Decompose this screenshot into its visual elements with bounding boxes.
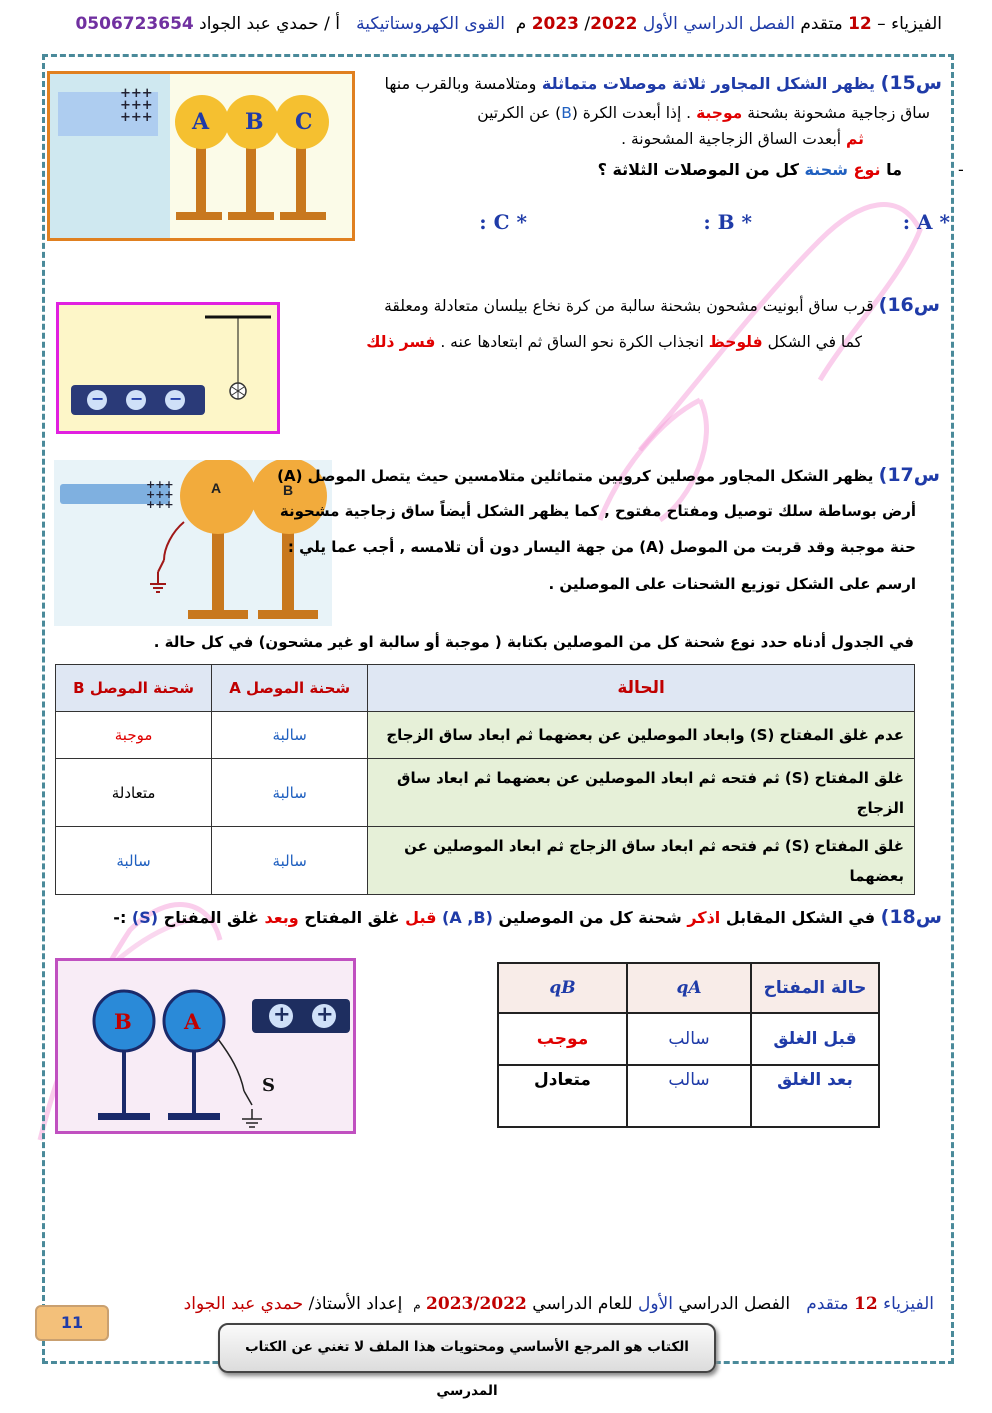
q17-number: س17) xyxy=(878,464,940,486)
q15-label-c: C xyxy=(295,109,313,135)
q16-line2-b: انجذاب الكرة نحو الساق ثم ابتعادها عنه . xyxy=(440,333,704,351)
q18-red1: اذكر xyxy=(687,908,721,927)
header-unit: القوى الكهروستاتيكية xyxy=(356,14,505,34)
q17-line1 xyxy=(277,464,940,486)
q15-plus-signs xyxy=(120,88,153,124)
plus-row-1: +++ xyxy=(120,86,153,101)
q18-line xyxy=(113,906,942,928)
q18-d: غلق المفتاح xyxy=(163,908,259,927)
footer-year-label: للعام الدراسي xyxy=(532,1294,633,1314)
q18-e: :- xyxy=(113,908,127,927)
q18-row2-state: بعد الغلق xyxy=(751,1065,879,1127)
q15-ask xyxy=(598,160,902,179)
minus-sign-2: − xyxy=(130,389,144,408)
table-row xyxy=(56,827,915,895)
q17-label-b: B xyxy=(283,482,294,498)
q15-line2-b: . إذا أبعدت الكرة ( xyxy=(571,104,692,122)
page-header xyxy=(75,14,942,34)
q15-ask-a: ما xyxy=(886,160,902,179)
q18-figure xyxy=(55,958,356,1134)
q18-header-qa: qA xyxy=(627,963,751,1013)
q16-line2-ask: فسر ذلك xyxy=(366,333,436,351)
footer-note: الكتاب هو المرجع الأساسي ومحتويات هذا الملف لا تغني عن الكتاب المدرسي xyxy=(218,1323,716,1373)
q18-blue1: (A ,B) xyxy=(442,908,493,927)
q15-line2-ball: B xyxy=(561,104,572,122)
q16-line1-text: قرب ساق أبونيت مشحون بشحنة سالبة من كرة نخاع بيلسان متعادلة ومعلقة xyxy=(384,297,874,315)
q17-row3-case: غلق المفتاح (S) ثم فتحه ثم ابعاد ساق الزجاج ثم ابعاد الموصلين عن بعضهما xyxy=(368,827,915,895)
header-phone: 0506723654 xyxy=(75,14,194,34)
q17-line5: في الجدول أدناه حدد نوع شحنة كل من الموصلين بكتابة ( موجبة أو سالبة او غير مشحون) في كل حالة . xyxy=(153,633,914,651)
q16-figure-svg xyxy=(59,305,277,431)
q18-label-a: A xyxy=(184,1009,201,1034)
header-level: متقدم xyxy=(800,14,843,34)
plus-row-3: +++ xyxy=(120,110,153,125)
q15-label-b: B xyxy=(245,109,264,135)
plus-sign-1: + xyxy=(273,1002,291,1026)
q18-row1-state: قبل الغلق xyxy=(751,1013,879,1065)
header-m: م xyxy=(515,14,527,34)
q15-label-a: A xyxy=(192,109,210,135)
q18-header-state: حالة المفتاح xyxy=(751,963,879,1013)
q17-header-b: شحنة الموصل B xyxy=(56,665,212,712)
q17-row1-case: عدم غلق المفتاح (S) وابعاد الموصلين عن بعضهما ثم ابعاد ساق الزجاج xyxy=(368,712,915,759)
q15-line1-rest: ومتلامسة وبالقرب منها xyxy=(384,74,537,93)
q17-plus-row-1: +++ xyxy=(146,478,174,491)
q17-label-a: A xyxy=(211,480,222,496)
q15-line3 xyxy=(621,130,864,148)
q16-line2 xyxy=(366,333,862,351)
q17-row2-a: سالبة xyxy=(212,759,368,827)
q15-answer-b: * B : xyxy=(703,210,752,234)
q15-number: س15) xyxy=(880,72,942,94)
footer-prep: إعداد الأستاذ/ xyxy=(308,1294,403,1314)
q16-line2-a: كما في الشكل xyxy=(767,333,862,351)
q15-line1-bold: يظهر الشكل المجاور ثلاثة موصلات متماثلة xyxy=(541,74,876,93)
q17-line3: حنة موجبة وقد قربت من الموصل (A) من جهة اليسار دون أن تلامسه , أجب عما يلي : xyxy=(287,538,916,556)
q18-label-s: S xyxy=(262,1075,275,1096)
table-row xyxy=(498,1013,879,1065)
header-subject: الفيزياء – xyxy=(877,14,942,34)
q17-line4: ارسم على الشكل توزيع الشحنات على الموصلين . xyxy=(548,575,916,593)
q17-row2-b: متعادلة xyxy=(56,759,212,827)
header-year2: 2023 xyxy=(531,14,580,34)
footer-level: متقدم xyxy=(806,1294,849,1314)
q15-ask-blue: شحنة xyxy=(804,160,848,179)
header-sep: / xyxy=(584,14,591,34)
q17-table-header xyxy=(56,665,915,712)
q18-blue-s: (S) xyxy=(131,908,159,927)
footer-m: م xyxy=(413,1298,421,1312)
q17-table xyxy=(55,664,915,895)
q15-answer-c: * C : xyxy=(479,210,527,234)
q15-figure xyxy=(47,71,355,241)
q15-ask-red: نوع xyxy=(853,160,881,179)
q18-figure-svg xyxy=(58,961,353,1131)
q15-line2 xyxy=(477,104,930,122)
q17-row3-a: سالبة xyxy=(212,827,368,895)
q17-line1-text: يظهر الشكل المجاور موصلين كرويين متماثلين متلامسين حيث يتصل الموصل (A) xyxy=(277,467,874,485)
q15-ask-b: كل من الموصلات الثلاثة ؟ xyxy=(597,160,799,179)
minus-sign-1: − xyxy=(91,389,105,408)
q17-header-case: الحالة xyxy=(368,665,915,712)
q18-red3: وبعد xyxy=(264,908,299,927)
table-row xyxy=(56,712,915,759)
q15-line3-red: ثم xyxy=(846,130,864,148)
header-grade: 12 xyxy=(848,14,872,34)
q17-plus-row-3: +++ xyxy=(146,498,174,511)
q18-c: غلق المفتاح xyxy=(304,908,400,927)
q17-row2-case: غلق المفتاح (S) ثم فتحه ثم ابعاد الموصلين عن بعضهما ثم ابعاد ساق الزجاج xyxy=(368,759,915,827)
q16-line2-red: فلوحظ xyxy=(708,333,763,351)
footer-teacher: حمدي عبد الجواد xyxy=(183,1294,304,1314)
q18-row1-qb: موجب xyxy=(498,1013,627,1065)
q17-header-a: شحنة الموصل A xyxy=(212,665,368,712)
q18-table xyxy=(497,962,880,1128)
q17-plus-row-2: +++ xyxy=(146,488,174,501)
q15-line2-a: ساق زجاجية مشحونة بشحنة xyxy=(747,104,930,122)
q16-number: س16) xyxy=(878,294,940,316)
minus-sign-3: − xyxy=(169,389,183,408)
q17-row1-b: موجبة xyxy=(56,712,212,759)
q18-a: في الشكل المقابل xyxy=(725,908,876,927)
table-row xyxy=(498,1065,879,1127)
footer-year: 2023/2022 xyxy=(426,1294,527,1314)
q16-line1 xyxy=(384,294,940,316)
q16-figure xyxy=(56,302,280,434)
q18-table-header xyxy=(498,963,879,1013)
q18-red2: قبل xyxy=(405,908,437,927)
header-teacher: حمدي عبد الجواد xyxy=(199,14,319,34)
footer-grade: 12 xyxy=(854,1294,878,1314)
q15-line1 xyxy=(385,72,942,94)
q18-label-b: B xyxy=(114,1009,132,1034)
q15-figure-svg xyxy=(50,74,352,238)
footer-subject: الفيزياء xyxy=(883,1294,934,1314)
table-row xyxy=(56,759,915,827)
footer-semester-a: الفصل الدراسي xyxy=(678,1294,791,1314)
q18-row2-qa: سالب xyxy=(627,1065,751,1127)
q17-row3-b: سالبة xyxy=(56,827,212,895)
page-footer xyxy=(184,1294,934,1315)
q17-row1-a: سالبة xyxy=(212,712,368,759)
header-semester: الفصل الدراسي الأول xyxy=(642,14,795,34)
q15-answer-a: * A : xyxy=(902,210,950,234)
q18-number: س18) xyxy=(880,906,942,928)
q15-line2-c: ) عن الكرتين xyxy=(477,104,562,122)
q15-line2-red: موجبة xyxy=(696,104,743,122)
q17-plus-signs xyxy=(146,480,174,510)
q18-header-qb: qB xyxy=(498,963,627,1013)
footer-semester-b: الأول xyxy=(637,1294,673,1314)
q15-dash: - xyxy=(958,160,964,179)
q18-row1-qa: سالب xyxy=(627,1013,751,1065)
q18-row2-qb: متعادل xyxy=(498,1065,627,1127)
header-year1: 2022 xyxy=(590,14,638,34)
q18-b: شحنة كل من الموصلين xyxy=(498,908,682,927)
q17-line2: أرض بوساطة سلك توصيل ومفتاح مفتوح , كما يظهر الشكل أيضاً ساق زجاجية مشحونة xyxy=(279,502,916,520)
page-number: 11 xyxy=(35,1305,109,1341)
plus-sign-2: + xyxy=(316,1002,334,1026)
plus-row-2: +++ xyxy=(120,98,153,113)
q15-line3-rest: أبعدت الساق الزجاجية المشحونة . xyxy=(621,130,842,148)
header-teacher-prefix: أ / xyxy=(324,14,340,34)
